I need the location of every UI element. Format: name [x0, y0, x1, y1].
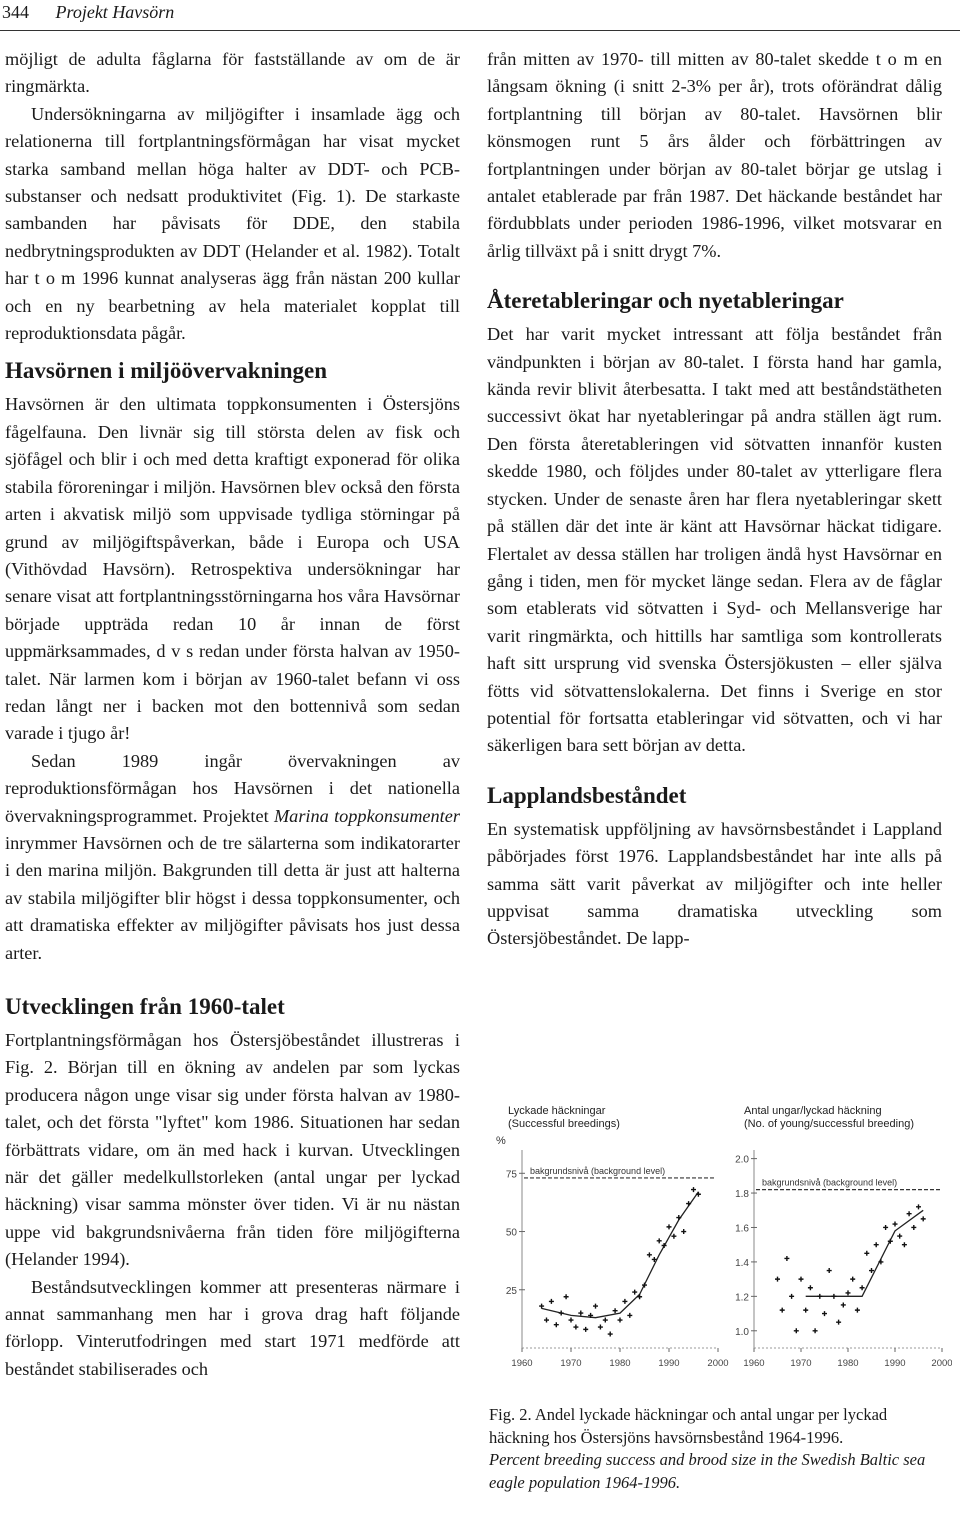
data-point	[916, 1204, 921, 1209]
data-point	[799, 1277, 804, 1282]
right-paragraph-2: Det har varit mycket intressant att följa beståndet från vändpunkten i början av 80-talet. I första hand har gamla, kända revir blivit återbesatta. I takt med att beståndstätheten successivt ökat har nyetableringar på andra ställen ägt rum. Den första återetableringen vid sötvatten innanför kusten skedde 1980, och följdes under 80-talet av ytterligare flera stycken. Under de senaste åren har flera nyetableringar skett på ställen där det inte är känt att Havsörnar häckat tidigare. Flertalet av dessa ställen har troligen ändå hyst Havsörnar en gång i tiden, men för mycket länge sedan. Flera av de fåglar som etablerats vid sötvatten i Syd- och Mellansverige har varit ringmärkta, och hittills har samtliga som kontrollerats haft sitt ursprung vid svenska Östersjökusten – eller själva fötts vid sötvattenslokalerna. Det finns i Sverige en stor potential för fortsatta etableringar vid sötvatten, och vi har säkerligen bara sett början av detta.	[487, 324, 942, 756]
x-tick-label: 2000	[931, 1358, 952, 1369]
data-point	[911, 1225, 916, 1230]
data-point	[564, 1294, 569, 1299]
data-point	[827, 1268, 832, 1273]
data-point	[822, 1311, 827, 1316]
data-point	[780, 1308, 785, 1313]
data-point	[637, 1294, 642, 1299]
data-point	[850, 1277, 855, 1282]
data-point	[608, 1332, 613, 1337]
data-point	[691, 1187, 696, 1192]
data-point	[657, 1238, 662, 1243]
caption-english: Percent breeding success and brood size in the Swedish Baltic sea eagle population 1964-1996.	[489, 1450, 926, 1492]
section-heading-lappland: Lapplandsbeståndet	[487, 782, 687, 808]
data-point	[573, 1325, 578, 1330]
chart-subtitle: (No. of young/successful breeding)	[744, 1118, 914, 1130]
x-tick-label: 1960	[511, 1358, 533, 1369]
section-heading-ateretableringar: Återetableringar och nyetableringar	[487, 288, 844, 314]
x-tick-label: 1980	[837, 1358, 859, 1369]
data-point	[897, 1234, 902, 1239]
data-point	[632, 1290, 637, 1295]
y-tick-label: 75	[505, 1169, 517, 1181]
data-point	[578, 1311, 583, 1316]
data-point	[864, 1251, 869, 1256]
data-point	[603, 1318, 608, 1323]
right-paragraph-1: från mitten av 1970- till mitten av 80-talet skedde t o m en långsam ökning (i snitt 2-3% per år), trots oförändrat dålig fortplantning till början av 80-talet. Havsörnen blir könsmogen runt 5 års ålder och förbättringen av fortplantningen under början av 80-talet börjar ge utslag i antalet etablerade par från 1987. Det häckande beståndet har fördubblats under perioden 1986-1996, vilket motsvarar en årlig tillväxt på i snitt drygt 7%.	[487, 49, 942, 261]
y-tick-label: 1.8	[735, 1189, 749, 1201]
chart-brood-size	[735, 1105, 952, 1369]
running-title: Projekt Havsörn	[55, 2, 175, 22]
data-point	[893, 1222, 898, 1227]
data-point	[921, 1216, 926, 1221]
x-tick-label: 1970	[790, 1358, 812, 1369]
background-level-label: bakgrundsnivå (background level)	[762, 1177, 898, 1188]
data-point	[559, 1311, 564, 1316]
y-unit-label: %	[496, 1135, 506, 1147]
data-point	[583, 1327, 588, 1332]
data-point	[831, 1294, 836, 1299]
figure-2	[490, 1100, 952, 1382]
data-point	[554, 1322, 559, 1327]
left-paragraph-4	[5, 748, 460, 967]
project-name: Marina toppkonsumenter	[273, 805, 460, 826]
chart-subtitle: (Successful breedings)	[508, 1118, 620, 1130]
data-point	[696, 1192, 701, 1197]
data-point	[647, 1252, 652, 1257]
data-point	[598, 1325, 603, 1330]
background-level-label: bakgrundsnivå (background level)	[530, 1165, 666, 1176]
data-point	[836, 1320, 841, 1325]
running-header	[2, 0, 174, 30]
data-point	[539, 1304, 544, 1309]
chart-title: Antal ungar/lyckad häckning	[744, 1105, 882, 1117]
data-point	[681, 1229, 686, 1234]
chart-breeding-success	[496, 1105, 729, 1369]
x-tick-label: 1970	[560, 1358, 582, 1369]
x-tick-label: 1990	[658, 1358, 680, 1369]
left-paragraph-1: möjligt de adulta fåglarna för fastställande av om de är ringmärkta.	[5, 49, 460, 97]
data-point	[593, 1304, 598, 1309]
y-tick-label: 2.0	[735, 1154, 749, 1166]
section-heading-utvecklingen: Utvecklingen från 1960-talet	[5, 994, 285, 1019]
figure-caption	[489, 1404, 944, 1494]
data-point	[794, 1328, 799, 1333]
caption-swedish: Fig. 2. Andel lyckade häckningar och antal ungar per lyckad häckning hos Östersjöns havsörnsbestånd 1964-1996.	[489, 1405, 888, 1447]
left-column	[5, 46, 460, 1383]
data-point	[813, 1328, 818, 1333]
trend-line	[542, 1192, 699, 1318]
figure-2-charts	[490, 1100, 952, 1382]
left-paragraph-5: Fortplantningsförmågan hos Östersjöbeståndet illustreras i Fig. 2. Början till en ökning av andelen par som lyckas producera någon unge visar sig under första halvan av 1980-talet, och det första "lyftet" kom 1986. Situationen har sedan förbättrats vidare, om än med hack i kurvan. Utvecklingen när det gäller medelkullstorleken (antal ungar per lyckad häckning) visar samma mönster över tiden. Vi är nu nästan uppe vid bakgrundsnivåerna från tiden före miljögifterna (Helander 1994).	[5, 1030, 460, 1270]
y-tick-label: 1.0	[735, 1326, 749, 1338]
right-column	[487, 46, 942, 953]
left-paragraph-2: Undersökningarna av miljögifter i insamlade ägg och relationerna till fortplantningsförmågan har visat mycket starka samband mellan höga halter av DDT- och PCB-substanser och nedsatt produktivitet (Fig. 1). De starkaste sambanden har påvisats för DDE, den stabila nedbrytningsprodukten av DDT (Helander et al. 1982). Totalt har t o m 1996 kunnat analyseras ägg från nästan 200 kullar och en ny bearbetning av hela materialet kopplat till reproduktionsdata pågår.	[5, 103, 460, 344]
data-point	[667, 1224, 672, 1229]
chart-title: Lyckade häckningar	[508, 1105, 606, 1117]
data-point	[860, 1285, 865, 1290]
data-point	[874, 1242, 879, 1247]
data-point	[549, 1299, 554, 1304]
data-point	[808, 1285, 813, 1290]
y-tick-label: 50	[505, 1227, 517, 1239]
left-paragraph-4c: inrymmer Havsörnen och de tre sälarterna som indikatorarter i den marina miljön. Bakgrunden till detta är just att halterna av stabila miljögifter blir högst i dessa toppkonsumenter, och att dramatiska effekter av miljögifter påvisats hos just dessa arter.	[5, 832, 460, 963]
x-tick-label: 2000	[707, 1358, 729, 1369]
y-tick-label: 1.6	[735, 1223, 749, 1235]
page-number: 344	[2, 2, 29, 22]
data-point	[855, 1308, 860, 1313]
data-point	[544, 1318, 549, 1323]
data-point	[775, 1277, 780, 1282]
y-tick-label: 25	[505, 1285, 517, 1297]
y-tick-label: 1.2	[735, 1292, 749, 1304]
data-point	[817, 1294, 822, 1299]
data-point	[846, 1290, 851, 1295]
x-tick-label: 1980	[609, 1358, 631, 1369]
data-point	[569, 1318, 574, 1323]
data-point	[686, 1201, 691, 1206]
section-heading-miljoovervakning: Havsörnen i miljöövervakningen	[5, 358, 328, 384]
right-paragraph-3: En systematisk uppföljning av havsörnsbeståndet i Lappland påbörjades först 1976. Lapplandsbeståndet har inte alls på samma sätt varit påverkat av miljögifter och inte heller uppvisat samma dramatiska utveckling som Östersjöbeståndet. De lapp-	[487, 818, 942, 949]
left-paragraph-4a: Sedan 1989 ingår övervakningen av reproduktionsförmågan hos Havsörnen i det nationella övervakningsprogrammet. Projektet	[5, 750, 460, 826]
data-point	[902, 1242, 907, 1247]
data-point	[613, 1308, 618, 1313]
left-paragraph-6: Beståndsutvecklingen kommer att presenteras närmare i annat sammanhang men har i grova drag haft följande förlopp. Vinterutfodringen med start 1971 medförde att beståndet stabiliserades och	[5, 1276, 460, 1379]
data-point	[869, 1268, 874, 1273]
data-point	[907, 1211, 912, 1216]
data-point	[671, 1234, 676, 1239]
data-point	[622, 1299, 627, 1304]
data-point	[784, 1256, 789, 1261]
x-tick-label: 1960	[743, 1358, 765, 1369]
data-point	[841, 1302, 846, 1307]
y-tick-label: 1.4	[735, 1257, 749, 1269]
header-rule	[0, 30, 960, 31]
data-point	[789, 1294, 794, 1299]
data-point	[676, 1215, 681, 1220]
data-point	[618, 1318, 623, 1323]
data-point	[627, 1313, 632, 1318]
x-tick-label: 1990	[884, 1358, 906, 1369]
data-point	[803, 1308, 808, 1313]
left-paragraph-3: Havsörnen är den ultimata toppkonsumenten i Östersjöns fågelfauna. Den livnär sig till största delen av fisk och sjöfågel och blir i och med detta kraftigt exponerad för olika stabila föroreningar i miljön. Havsörnen blev också den första arten i akvatisk miljö som uppvisade tydliga störningar på grund av miljögiftspåverkan, både i Europa och USA (Vithövdad Havsörn). Retrospektiva undersökningar har senare visat att fortplantningsstörningarna hos våra Havsörnar började uppträda redan 10 år innan de först uppmärksammades, d v s redan under första halvan av 1950-talet. När larmen kom i början av 1960-talet befann vi oss redan långt ner i backen mot den bottennivå som sedan varade i tjugo år!	[5, 394, 460, 744]
data-point	[883, 1225, 888, 1230]
